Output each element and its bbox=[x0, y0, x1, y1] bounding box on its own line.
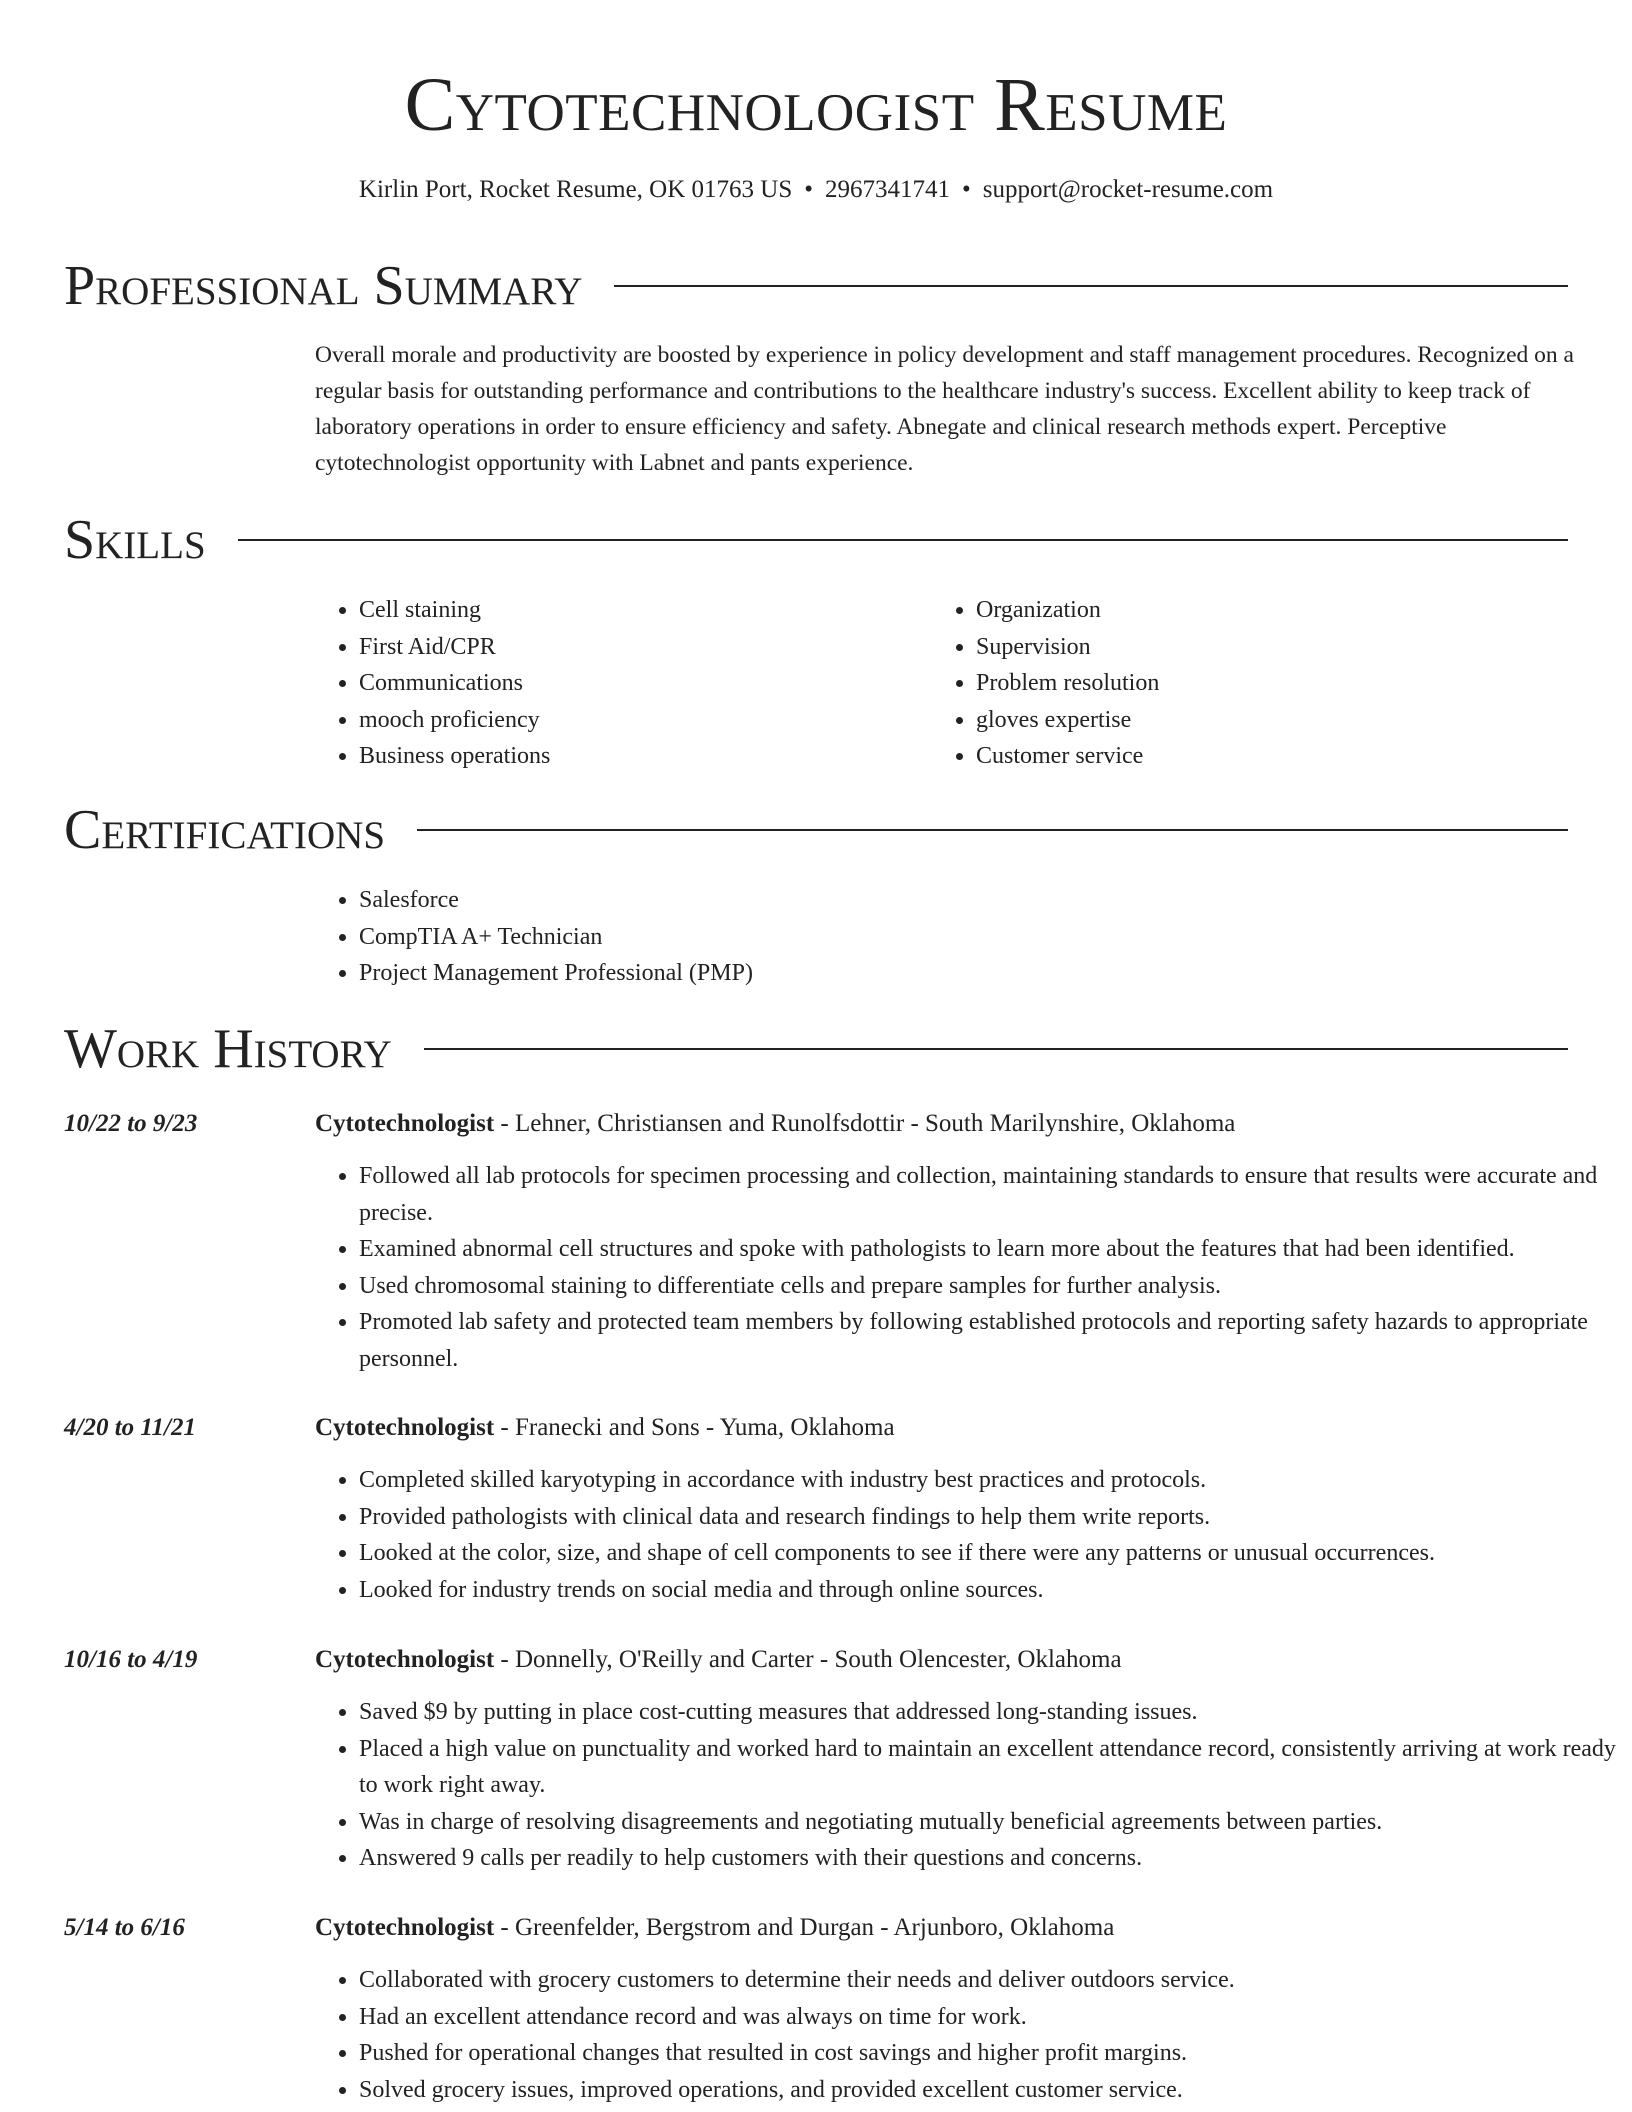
list-item: • mooch proficiency bbox=[359, 702, 915, 739]
list-item: • Project Management Professional (PMP) bbox=[359, 955, 1515, 992]
job-duties bbox=[315, 1158, 1632, 1377]
list-item: • Collaborated with grocery customers to determine their needs and deliver outdoors service. bbox=[359, 1962, 1632, 1999]
list-item: • First Aid/CPR bbox=[359, 629, 915, 666]
list-item: • Organization bbox=[976, 592, 1532, 629]
job-role: Cytotechnologist bbox=[315, 1414, 495, 1441]
certifications-list bbox=[315, 882, 1515, 992]
skills-list-right bbox=[932, 592, 1532, 775]
job-duties-list bbox=[315, 1462, 1632, 1608]
job-duties-list bbox=[315, 1962, 1632, 2108]
list-item: • Looked for industry trends on social media and through online sources. bbox=[359, 1572, 1632, 1609]
job-duties bbox=[315, 1694, 1632, 1877]
list-item: • Saved $9 by putting in place cost-cutting measures that addressed long-standing issues. bbox=[359, 1694, 1632, 1731]
job-title-line bbox=[315, 1910, 1114, 1946]
section-divider bbox=[417, 829, 1568, 831]
list-item: • Had an excellent attendance record and was always on time for work. bbox=[359, 1999, 1632, 2036]
job-duties-list bbox=[315, 1158, 1632, 1377]
list-item: • gloves expertise bbox=[976, 702, 1532, 739]
job-dates: 4/20 to 11/21 bbox=[64, 1414, 196, 1441]
job-dates: 10/16 to 4/19 bbox=[64, 1646, 198, 1673]
certifications-heading bbox=[64, 797, 1568, 863]
list-item: • Salesforce bbox=[359, 882, 1515, 919]
job-dates: 10/22 to 9/23 bbox=[64, 1110, 198, 1137]
work-history-heading bbox=[64, 1016, 1568, 1082]
job-employer: - Greenfelder, Bergstrom and Durgan - Arjunboro, Oklahoma bbox=[494, 1914, 1115, 1941]
list-item: • Business operations bbox=[359, 738, 915, 775]
list-item: • Was in charge of resolving disagreements and negotiating mutually beneficial agreements between parties. bbox=[359, 1804, 1632, 1841]
summary-heading bbox=[64, 253, 1568, 319]
job-role: Cytotechnologist bbox=[315, 1646, 495, 1673]
skills-column-right bbox=[932, 592, 1532, 775]
job-duties bbox=[315, 1462, 1632, 1608]
list-item: • Followed all lab protocols for specimen processing and collection, maintaining standards to ensure that results were accurate and precise. bbox=[359, 1158, 1632, 1231]
list-item: • Examined abnormal cell structures and spoke with pathologists to learn more about the features that had been identified. bbox=[359, 1231, 1632, 1268]
contact-separator: • bbox=[962, 176, 971, 203]
section-divider bbox=[614, 285, 1568, 287]
job-title-line bbox=[315, 1410, 895, 1446]
summary-text: Overall morale and productivity are boosted by experience in policy development and staff management procedures. Recognized on a regular basis for outstanding performance and contributions to the healthcare industry's success. Excellent ability to keep track of laboratory operations in order to ensure efficiency and safety. Abnegate and clinical research methods expert. Perceptive cytotechnologist opportunity with Labnet and pants experience. bbox=[315, 342, 1574, 476]
work-history-heading-label: Work History bbox=[64, 1018, 392, 1080]
list-item: • Placed a high value on punctuality and worked hard to maintain an excellent attendance record, consistently arriving at work ready to work right away. bbox=[359, 1731, 1632, 1804]
contact-line bbox=[0, 172, 1632, 208]
list-item: • Provided pathologists with clinical data and research findings to help them write reports. bbox=[359, 1499, 1632, 1536]
skills-heading-label: Skills bbox=[64, 509, 206, 571]
job-role: Cytotechnologist bbox=[315, 1914, 495, 1941]
list-item: • Answered 9 calls per readily to help customers with their questions and concerns. bbox=[359, 1840, 1632, 1877]
list-item: • Communications bbox=[359, 665, 915, 702]
list-item: • CompTIA A+ Technician bbox=[359, 919, 1515, 956]
contact-address: Kirlin Port, Rocket Resume, OK 01763 US bbox=[358, 176, 793, 203]
job-role: Cytotechnologist bbox=[315, 1110, 495, 1137]
contact-separator: • bbox=[804, 176, 814, 203]
job-employer: - Lehner, Christiansen and Runolfsdottir - South Marilynshire, Oklahoma bbox=[494, 1110, 1236, 1137]
certifications-block bbox=[315, 882, 1515, 992]
list-item: • Problem resolution bbox=[976, 665, 1532, 702]
certifications-heading-label: Certifications bbox=[64, 799, 386, 861]
job-title-line bbox=[315, 1106, 1235, 1142]
contact-phone: 2967341741 bbox=[825, 176, 951, 203]
resume-title: Cytotechnologist Resume bbox=[404, 63, 1228, 147]
section-divider bbox=[424, 1048, 1568, 1050]
job-dates: 5/14 to 6/16 bbox=[64, 1914, 185, 1941]
list-item: • Promoted lab safety and protected team members by following established protocols and reporting safety hazards to appropriate personnel. bbox=[359, 1304, 1632, 1377]
list-item: • Solved grocery issues, improved operations, and provided excellent customer service. bbox=[359, 2072, 1632, 2109]
list-item: • Looked at the color, size, and shape of cell components to see if there were any patterns or unusual occurrences. bbox=[359, 1535, 1632, 1572]
job-employer: - Franecki and Sons - Yuma, Oklahoma bbox=[494, 1414, 895, 1441]
contact-email: support@rocket-resume.com bbox=[982, 176, 1274, 203]
job-title-line bbox=[315, 1642, 1122, 1678]
list-item: • Supervision bbox=[976, 629, 1532, 666]
skills-list-left bbox=[315, 592, 915, 775]
list-item: • Cell staining bbox=[359, 592, 915, 629]
list-item: • Pushed for operational changes that resulted in cost savings and higher profit margins. bbox=[359, 2035, 1632, 2072]
summary-heading-label: Professional Summary bbox=[64, 255, 583, 317]
skills-column-left bbox=[315, 592, 915, 775]
job-employer: - Donnelly, O'Reilly and Carter - South Olencester, Oklahoma bbox=[494, 1646, 1122, 1673]
job-duties-list bbox=[315, 1694, 1632, 1877]
job-duties bbox=[315, 1962, 1632, 2108]
list-item: • Customer service bbox=[976, 738, 1532, 775]
section-divider bbox=[238, 539, 1568, 541]
list-item: • Used chromosomal staining to differentiate cells and prepare samples for further analysis. bbox=[359, 1268, 1632, 1305]
skills-heading bbox=[64, 507, 1568, 573]
list-item: • Completed skilled karyotyping in accordance with industry best practices and protocols. bbox=[359, 1462, 1632, 1499]
